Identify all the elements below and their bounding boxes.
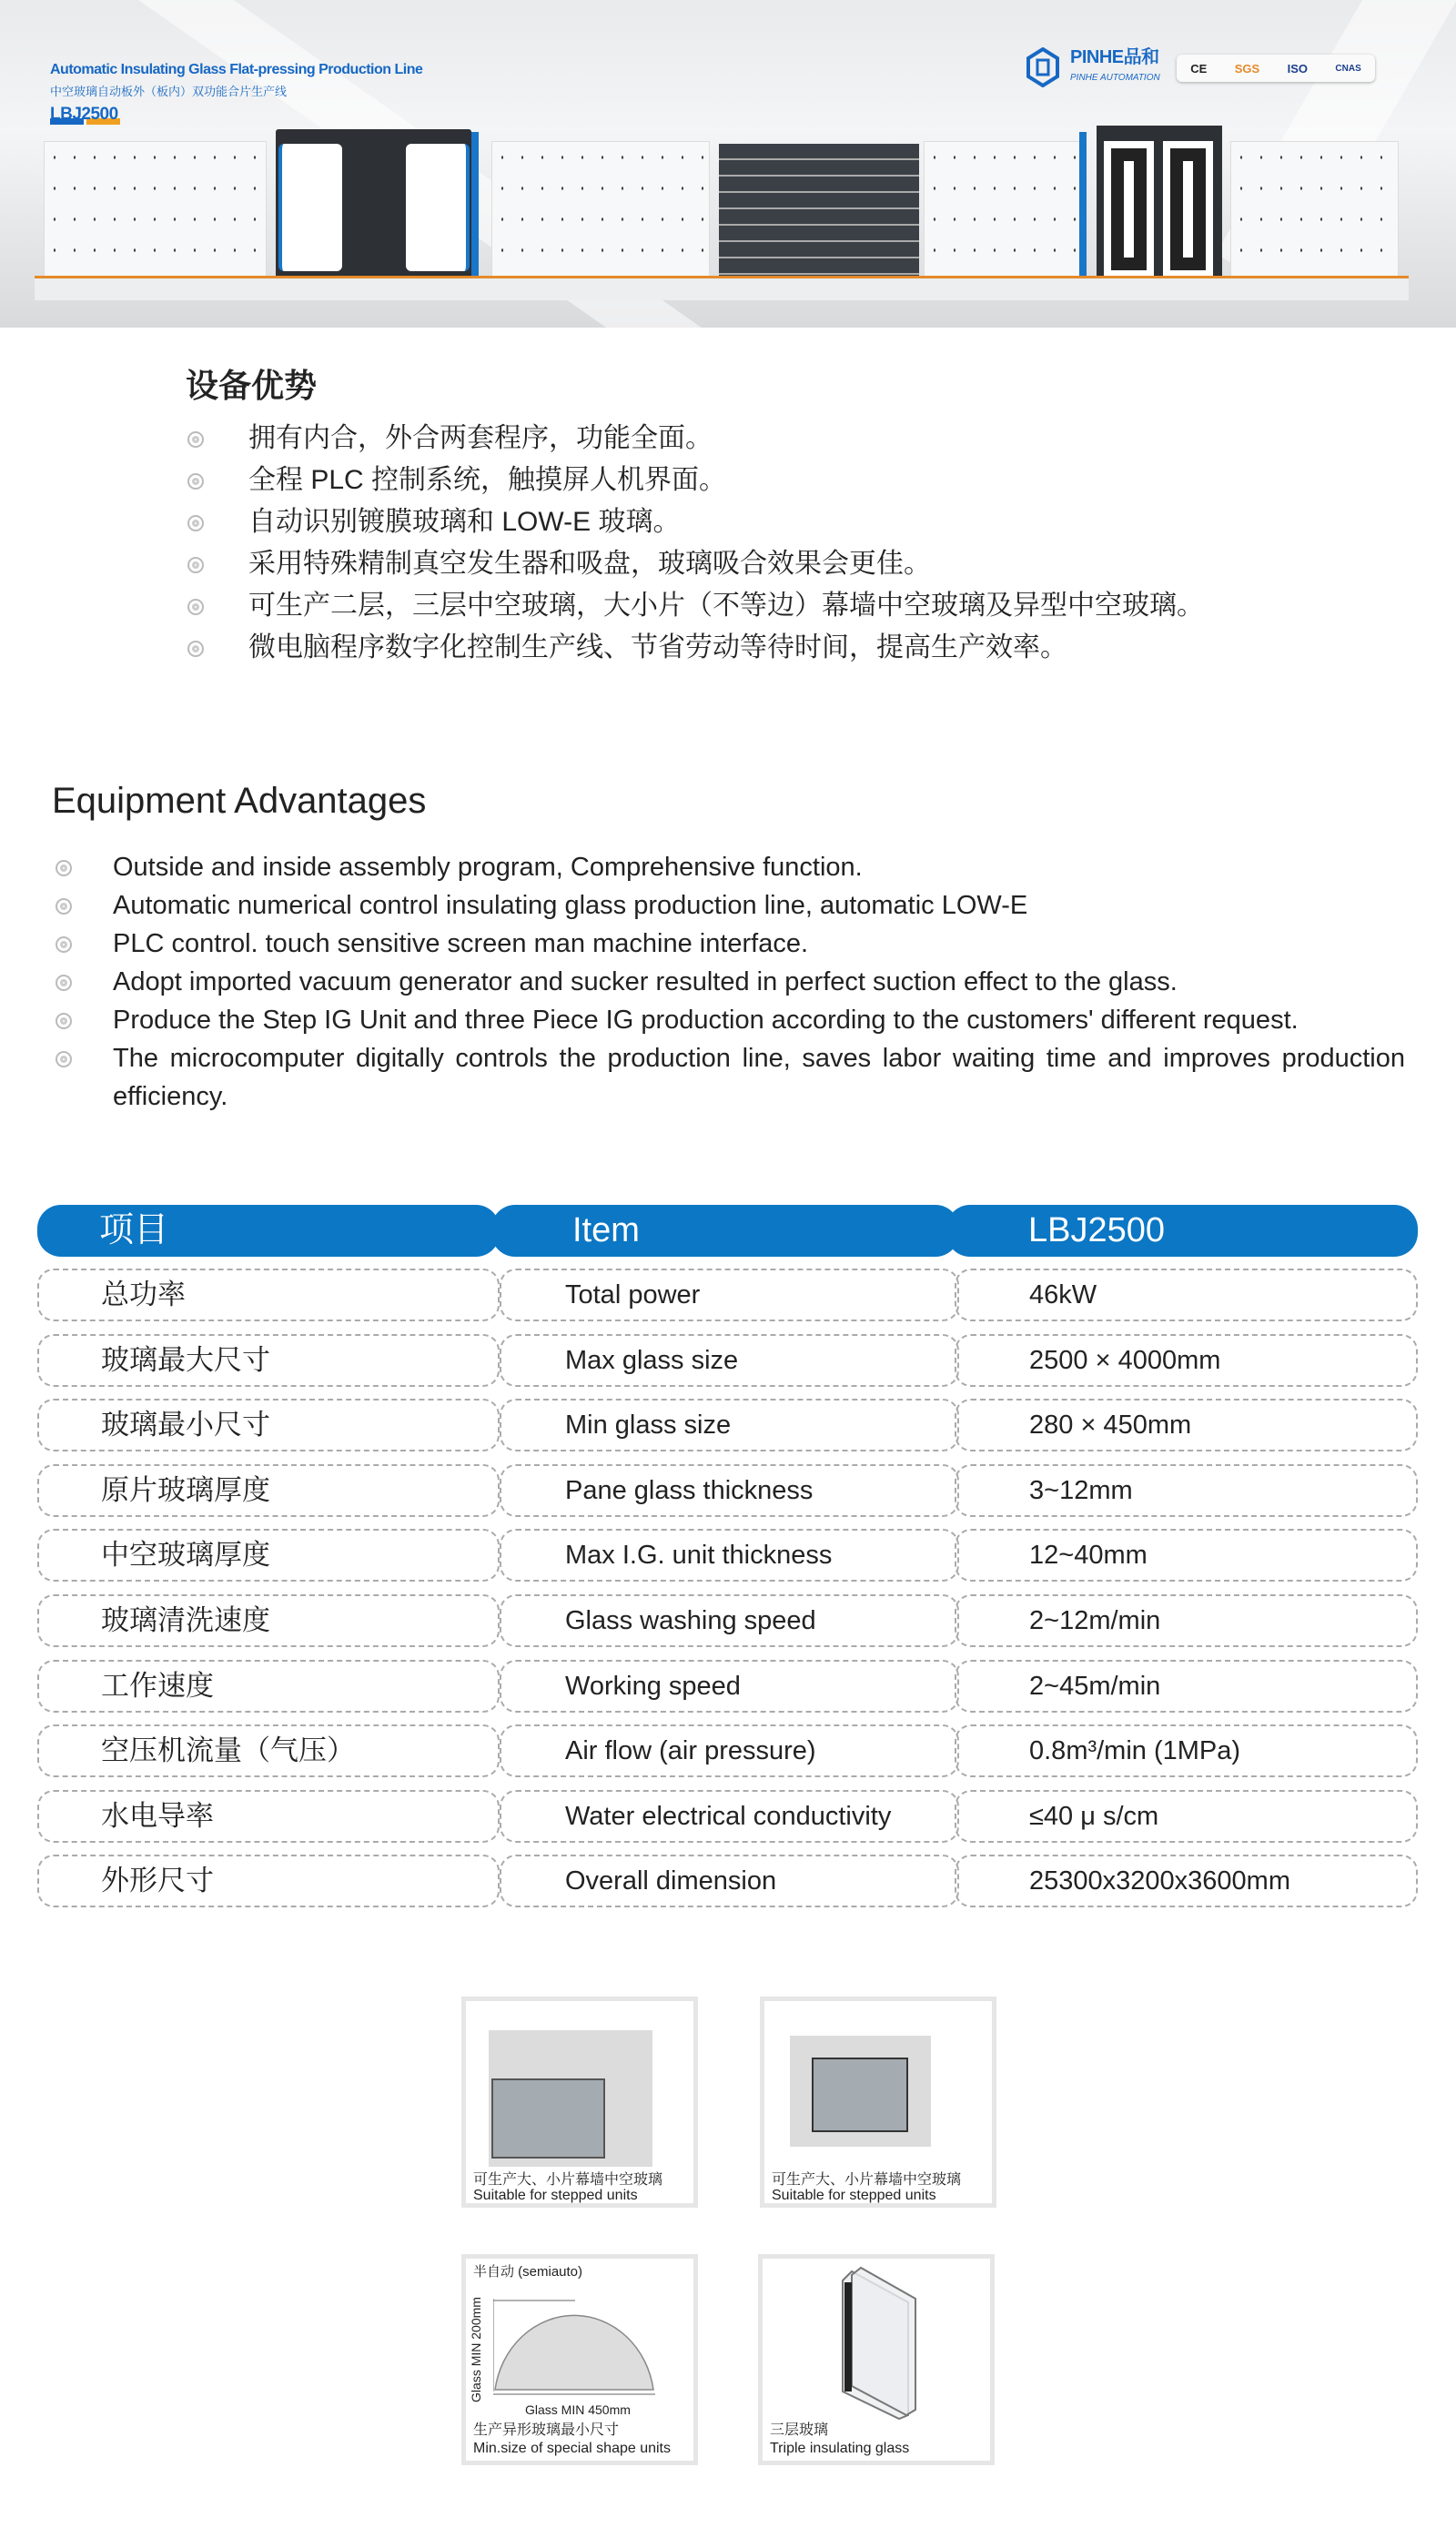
advantage-text: 采用特殊精制真空发生器和吸盘，玻璃吸合效果会更佳。 (248, 549, 931, 579)
title-en: Automatic Insulating Glass Flat-pressing Production Line (50, 62, 423, 77)
caption-cn: 三层玻璃 (770, 2422, 829, 2438)
advantage-text: 全程 PLC 控制系统，触摸屏人机界面。 (248, 465, 727, 495)
glass-small-pane (491, 2078, 605, 2159)
certification-badges (1177, 55, 1375, 82)
caption-en: Suitable for stepped units (473, 2188, 638, 2203)
triple-glass-icon (835, 2266, 926, 2421)
bullet-icon (187, 641, 204, 657)
title-cn: 中空玻璃自动板外（板内）双功能合片生产线 (50, 85, 288, 98)
header-model: LBJ2500 (946, 1205, 1418, 1257)
spec-name-en: Min glass size (500, 1399, 959, 1451)
caption-cn: 可生产大、小片幕墙中空玻璃 (473, 2172, 663, 2188)
bullet-icon (56, 975, 72, 991)
spec-name-cn: 外形尺寸 (37, 1855, 500, 1907)
spec-name-cn: 工作速度 (37, 1660, 500, 1713)
bullet-icon (56, 1051, 72, 1067)
min-width-label: Glass MIN 450mm (525, 2402, 631, 2417)
hero-banner (0, 0, 1456, 328)
advantage-text: 自动识别镀膜玻璃和 LOW-E 玻璃。 (248, 507, 681, 537)
caption-en: Suitable for stepped units (772, 2188, 936, 2203)
bullet-icon (56, 860, 72, 876)
bullet-icon (187, 473, 204, 490)
sample-card-stepped-2 (760, 1997, 996, 2208)
spec-name-en: Max I.G. unit thickness (500, 1529, 959, 1582)
bullet-icon (56, 1013, 72, 1029)
advantage-text: PLC control. touch sensitive screen man machine interface. (113, 929, 809, 958)
spec-value: 280 × 450mm (955, 1399, 1418, 1451)
spec-name-en: Working speed (500, 1660, 959, 1713)
advantage-text: Automatic numerical control insulating glass production line, automatic LOW-E (113, 891, 1028, 920)
spec-value: 46kW (955, 1269, 1418, 1321)
bullet-icon (187, 599, 204, 615)
spec-name-cn: 玻璃最大尺寸 (37, 1334, 500, 1387)
sample-card-triple (758, 2254, 995, 2465)
advantage-text: 可生产二层，三层中空玻璃，大小片（不等边）幕墙中空玻璃及异型中空玻璃。 (248, 591, 1204, 621)
spec-name-cn: 中空玻璃厚度 (37, 1529, 500, 1582)
spec-name-cn: 空压机流量（气压） (37, 1724, 500, 1777)
spec-name-en: Water electrical conductivity (500, 1790, 959, 1843)
caption-cn: 生产异形玻璃最小尺寸 (473, 2422, 620, 2438)
spec-value: 3~12mm (955, 1464, 1418, 1517)
advantage-en-item (113, 925, 1405, 963)
spec-value: 0.8m³/min (1MPa) (955, 1724, 1418, 1777)
spec-name-cn: 玻璃最小尺寸 (37, 1399, 500, 1451)
model-label: LBJ2500 (50, 105, 118, 124)
caption-cn: 可生产大、小片幕墙中空玻璃 (772, 2172, 962, 2188)
advantages-en-list (113, 848, 1405, 1116)
spec-name-en: Total power (500, 1269, 959, 1321)
section-title-cn: 设备优势 (186, 367, 318, 404)
spec-value: 2~45m/min (955, 1660, 1418, 1713)
spec-value: ≤40 μ s/cm (955, 1790, 1418, 1843)
spec-value: 2500 × 4000mm (955, 1334, 1418, 1387)
caption-en: Min.size of special shape units (473, 2441, 671, 2456)
bullet-icon (187, 515, 204, 531)
bullet-icon (187, 557, 204, 573)
sgs-mark: SGS (1234, 61, 1260, 76)
glass-small-pane (812, 2058, 908, 2132)
header-item: Item (491, 1205, 959, 1257)
spec-name-en: Air flow (air pressure) (500, 1724, 959, 1777)
advantage-text: 微电脑程序数字化控制生产线、节省劳动等待时间，提高生产效率。 (248, 632, 1067, 662)
sample-card-special-shape (461, 2254, 698, 2465)
semiauto-label: 半自动 (semiauto) (473, 2264, 583, 2280)
bullet-icon (56, 936, 72, 953)
spec-name-en: Glass washing speed (500, 1594, 959, 1647)
advantage-en-item (113, 848, 1405, 886)
brand-sub: PINHE AUTOMATION (1070, 73, 1160, 83)
advantage-text: Adopt imported vacuum generator and sucker resulted in perfect suction effect to the glass. (113, 967, 1178, 996)
iso-mark: ISO (1287, 61, 1308, 76)
bullet-icon (187, 431, 204, 448)
header-cn: 项目 (37, 1205, 500, 1257)
advantage-en-item (113, 1039, 1405, 1116)
advantage-text: Outside and inside assembly program, Comprehensive function. (113, 853, 863, 882)
advantage-en-item (113, 1001, 1405, 1039)
bullet-icon (56, 898, 72, 915)
spec-value: 2~12m/min (955, 1594, 1418, 1647)
sample-card-stepped-1 (461, 1997, 698, 2208)
spec-name-cn: 玻璃清洗速度 (37, 1594, 500, 1647)
advantage-en-item (113, 963, 1405, 1001)
min-height-label: Glass MIN 200mm (469, 2297, 483, 2402)
caption-en: Triple insulating glass (770, 2441, 910, 2456)
ce-mark: CE (1190, 61, 1208, 76)
advantage-en-item (113, 886, 1405, 925)
spec-name-en: Pane glass thickness (500, 1464, 959, 1517)
section-title-en: Equipment Advantages (52, 781, 427, 821)
spec-name-en: Overall dimension (500, 1855, 959, 1907)
spec-name-cn: 原片玻璃厚度 (37, 1464, 500, 1517)
advantage-text: 拥有内合，外合两套程序，功能全面。 (248, 423, 713, 453)
spec-name-cn: 总功率 (37, 1269, 500, 1321)
spec-value: 25300x3200x3600mm (955, 1855, 1418, 1907)
spec-value: 12~40mm (955, 1529, 1418, 1582)
brand-name: PINHE品和 (1070, 47, 1159, 67)
spec-name-en: Max glass size (500, 1334, 959, 1387)
spec-name-cn: 水电导率 (37, 1790, 500, 1843)
pinhe-logo-icon (1026, 47, 1059, 87)
semicircle-shape-icon (493, 2299, 657, 2399)
advantage-text: Produce the Step IG Unit and three Piece IG production according to the customers' different request. (113, 1006, 1299, 1035)
advantage-text: The microcomputer digitally controls the production line, saves labor waiting time and improves production efficiency. (113, 1044, 1405, 1111)
cnas-mark: CNAS (1335, 63, 1361, 74)
